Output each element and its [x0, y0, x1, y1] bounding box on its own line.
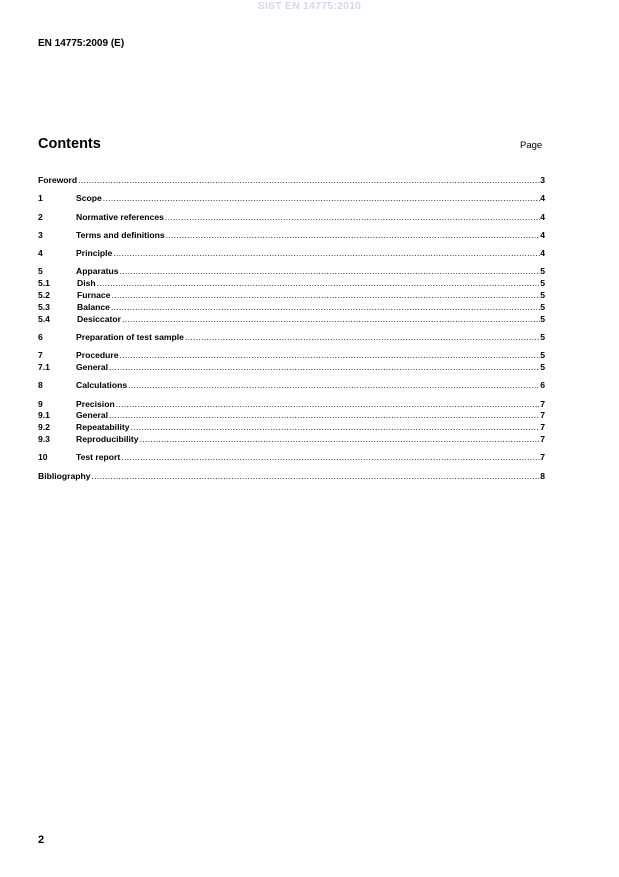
toc-entry-page: 5: [540, 313, 545, 324]
toc-entry-page: 5: [540, 301, 545, 312]
toc-entry-title: Repeatability: [76, 422, 130, 433]
page-number: 2: [38, 834, 45, 846]
toc-entry-title: Reproducibility: [76, 434, 139, 445]
toc-entry-balance[interactable]: [38, 302, 545, 314]
toc-entry-page: 5: [540, 350, 545, 361]
dot-leader: [77, 175, 540, 187]
dot-leader: [108, 410, 540, 422]
dot-leader: [112, 248, 540, 260]
toc-entry-title: Dish: [77, 278, 96, 289]
toc-entry-title: Balance: [77, 301, 110, 312]
dot-leader: [121, 314, 540, 326]
toc-entry-number: 5.1: [38, 278, 50, 289]
toc-entry-number: 7.1: [38, 362, 50, 373]
toc-entry-dish[interactable]: [38, 278, 545, 290]
dot-leader: [119, 266, 541, 278]
toc-entry-number: 10: [38, 452, 48, 463]
toc-entry-number: 9: [38, 398, 43, 409]
toc-entry-page: 8: [540, 470, 545, 481]
toc-entry-page: 3: [540, 175, 545, 185]
toc-entry-normative-references[interactable]: [38, 212, 545, 224]
toc-entry-title: Procedure: [76, 350, 119, 361]
toc-entry-number: 4: [38, 248, 43, 259]
contents-heading: Contents: [38, 136, 101, 152]
toc-entry-page: 4: [540, 193, 545, 204]
page-column-label: Page: [520, 140, 543, 151]
toc-entry-procedure[interactable]: [38, 350, 545, 362]
toc-entry-page: 5: [540, 331, 545, 342]
toc-entry-page: 7: [540, 410, 545, 421]
toc-entry-page: 7: [540, 398, 545, 409]
toc-entry-title: Foreword: [38, 175, 78, 185]
toc-entry-apparatus[interactable]: [38, 266, 545, 278]
toc-entry-page: 5: [540, 266, 545, 277]
toc-entry-furnace[interactable]: [38, 290, 545, 302]
dot-leader: [127, 380, 540, 392]
toc-entry-title: Scope: [76, 193, 102, 204]
toc-entry-page: 4: [540, 248, 545, 259]
toc-entry-number: 8: [38, 380, 43, 391]
dot-leader: [96, 278, 541, 290]
toc-entry-number: 6: [38, 331, 43, 342]
toc-entry-number: 9.2: [38, 422, 50, 433]
toc-entry-terms-and-definitions[interactable]: [38, 230, 545, 242]
watermark: SIST EN 14775:2010: [257, 0, 362, 12]
toc-entry-page: 7: [540, 452, 545, 463]
toc-entry-title: Calculations: [76, 380, 128, 391]
toc-entry-page: 5: [540, 290, 545, 301]
dot-leader: [115, 399, 541, 411]
dot-leader: [165, 230, 541, 242]
toc-entry-page: 4: [540, 229, 545, 240]
toc-entry-title: Bibliography: [38, 470, 91, 481]
toc-entry-calculations[interactable]: [38, 380, 545, 392]
toc-entry-title: Precision: [76, 398, 115, 409]
toc-entry-title: Desiccator: [77, 313, 121, 324]
toc-entry-procedure-general[interactable]: [38, 362, 545, 374]
dot-leader: [120, 452, 540, 464]
dot-leader: [119, 350, 541, 362]
toc-entry-title: Apparatus: [76, 266, 119, 277]
toc-entry-preparation-of-test-sample[interactable]: [38, 332, 545, 344]
toc-entry-number: 9.1: [38, 410, 50, 421]
dot-leader: [91, 471, 541, 483]
toc-entry-repeatability[interactable]: [38, 422, 545, 434]
toc-entry-title: Normative references: [76, 211, 164, 222]
toc-entry-number: 3: [38, 229, 43, 240]
toc-entry-scope[interactable]: [38, 193, 545, 205]
toc-entry-number: 5.3: [38, 301, 50, 312]
dot-leader: [110, 290, 540, 302]
toc-entry-title: Preparation of test sample: [76, 331, 184, 342]
dot-leader: [139, 434, 541, 446]
toc-entry-title: Terms and definitions: [76, 229, 165, 240]
table-of-contents: [38, 175, 545, 482]
dot-leader: [110, 302, 540, 314]
toc-entry-number: 7: [38, 350, 43, 361]
toc-entry-page: 5: [540, 278, 545, 289]
toc-entry-number: 5: [38, 266, 43, 277]
toc-entry-precision[interactable]: [38, 399, 545, 411]
toc-entry-page: 7: [540, 434, 545, 445]
document-id: EN 14775:2009 (E): [38, 38, 125, 49]
toc-entry-title: General: [76, 362, 109, 373]
dot-leader: [130, 422, 541, 434]
toc-entry-foreword[interactable]: [38, 175, 545, 187]
toc-entry-test-report[interactable]: [38, 452, 545, 464]
toc-entry-title: Principle: [76, 248, 113, 259]
toc-entry-title: General: [76, 410, 109, 421]
toc-entry-principle[interactable]: [38, 248, 545, 260]
dot-leader: [164, 212, 540, 224]
toc-entry-number: 5.2: [38, 290, 50, 301]
toc-entry-bibliography[interactable]: [38, 471, 545, 483]
dot-leader: [184, 332, 540, 344]
toc-entry-desiccator[interactable]: [38, 314, 545, 326]
dot-leader: [102, 193, 540, 205]
toc-entry-number: 9.3: [38, 434, 50, 445]
toc-entry-reproducibility[interactable]: [38, 434, 545, 446]
toc-entry-number: 2: [38, 211, 43, 222]
toc-entry-page: 5: [540, 362, 545, 373]
toc-entry-precision-general[interactable]: [38, 410, 545, 422]
toc-entry-page: 7: [540, 422, 545, 433]
dot-leader: [108, 362, 540, 374]
toc-entry-title: Test report: [76, 452, 121, 463]
toc-entry-number: 1: [38, 193, 43, 204]
toc-entry-title: Furnace: [77, 290, 111, 301]
toc-entry-page: 4: [540, 211, 545, 222]
toc-entry-number: 5.4: [38, 313, 50, 324]
toc-entry-page: 6: [540, 380, 545, 391]
